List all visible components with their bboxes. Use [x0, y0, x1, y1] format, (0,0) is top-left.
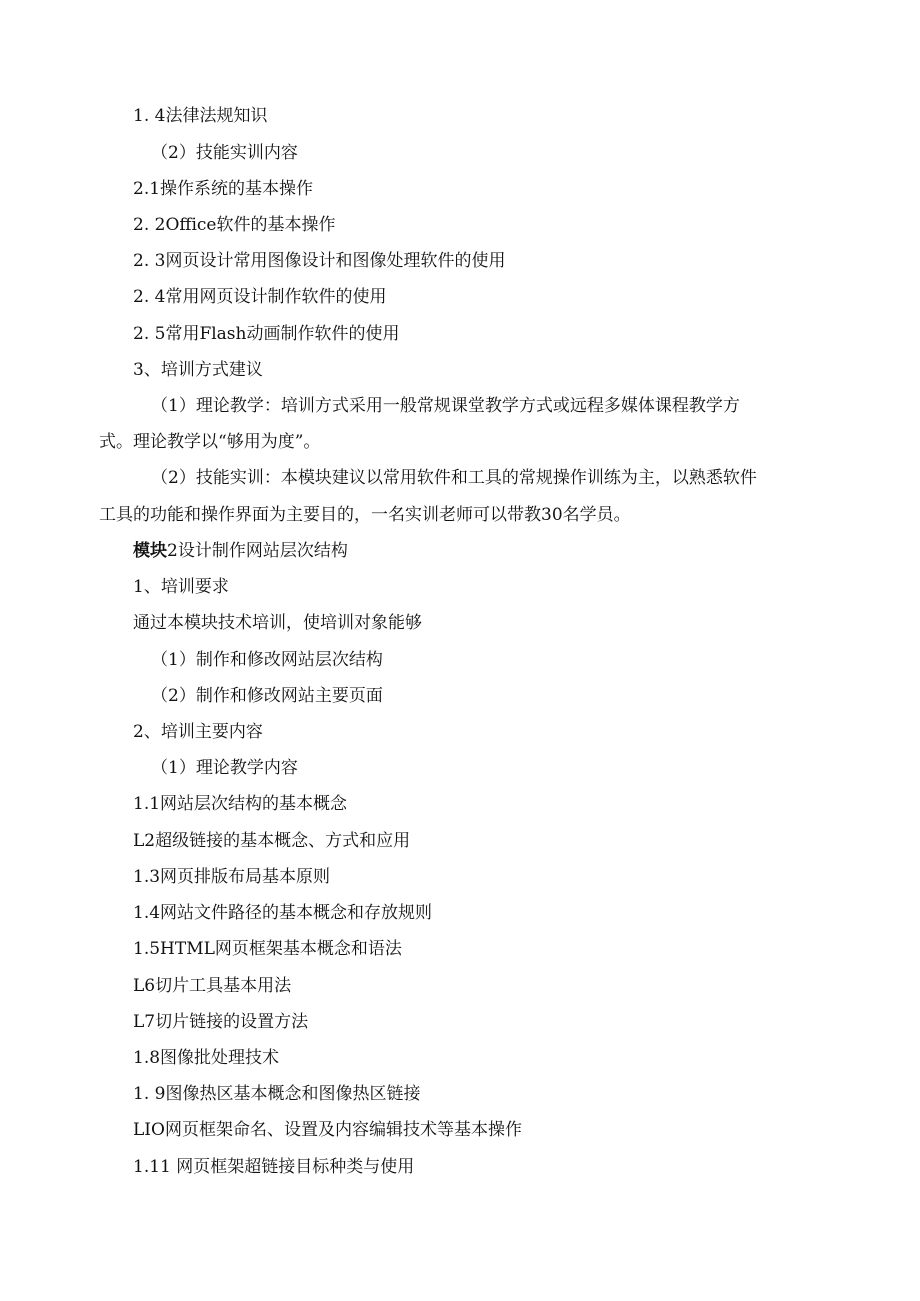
text-line: （1）理论教学内容: [151, 758, 298, 778]
module-label: 模块: [133, 541, 167, 561]
text-line: LIO网页框架命名、设置及内容编辑技术等基本操作: [133, 1120, 522, 1140]
paragraph-line: 工具的功能和操作界面为主要目的，一名实训老师可以带教30名学员。: [99, 505, 631, 525]
text-line: 1. 9图像热区基本概念和图像热区链接: [133, 1084, 421, 1104]
section-heading: 1、培训要求: [133, 577, 229, 597]
text-line: 2. 2Office软件的基本操作: [133, 215, 336, 235]
text-line: （1）制作和修改网站层次结构: [151, 650, 383, 670]
text-line: 2.1操作系统的基本操作: [133, 179, 314, 199]
section-heading: 2、培训主要内容: [133, 722, 263, 742]
text-line: L2超级链接的基本概念、方式和应用: [133, 831, 411, 851]
paragraph-line: （2）技能实训：本模块建议以常用软件和工具的常规操作训练为主，以熟悉软件: [151, 468, 757, 488]
text-line: 1. 4法律法规知识: [133, 106, 268, 126]
paragraph-line: （1）理论教学：培训方式采用一般常规课堂教学方式或远程多媒体课程教学方: [151, 396, 740, 416]
paragraph-line: 式。理论教学以“够用为度”。: [99, 432, 321, 452]
text-line: 通过本模块技术培训，使培训对象能够: [133, 613, 422, 633]
text-line: 1.4网站文件路径的基本概念和存放规则: [133, 903, 433, 923]
text-line: 2. 3网页设计常用图像设计和图像处理软件的使用: [133, 251, 506, 271]
module-heading: [133, 540, 348, 562]
module-title: 2设计制作网站层次结构: [167, 541, 348, 561]
text-line: 1.11 网页框架超链接目标种类与使用: [133, 1157, 415, 1177]
text-line: L7切片链接的设置方法: [133, 1012, 309, 1032]
text-line: 1.1网站层次结构的基本概念: [133, 794, 348, 814]
text-line: 2. 5常用Flash动画制作软件的使用: [133, 324, 400, 344]
text-line: 1.3网页排版布局基本原则: [133, 867, 331, 887]
section-heading: 3、培训方式建议: [133, 360, 263, 380]
text-line: 2. 4常用网页设计制作软件的使用: [133, 287, 387, 307]
text-line: （2）技能实训内容: [151, 143, 298, 163]
text-line: （2）制作和修改网站主要页面: [151, 686, 383, 706]
text-line: L6切片工具基本用法: [133, 976, 292, 996]
text-line: 1.5HTML网页框架基本概念和语法: [133, 939, 402, 959]
text-line: 1.8图像批处理技术: [133, 1048, 280, 1068]
